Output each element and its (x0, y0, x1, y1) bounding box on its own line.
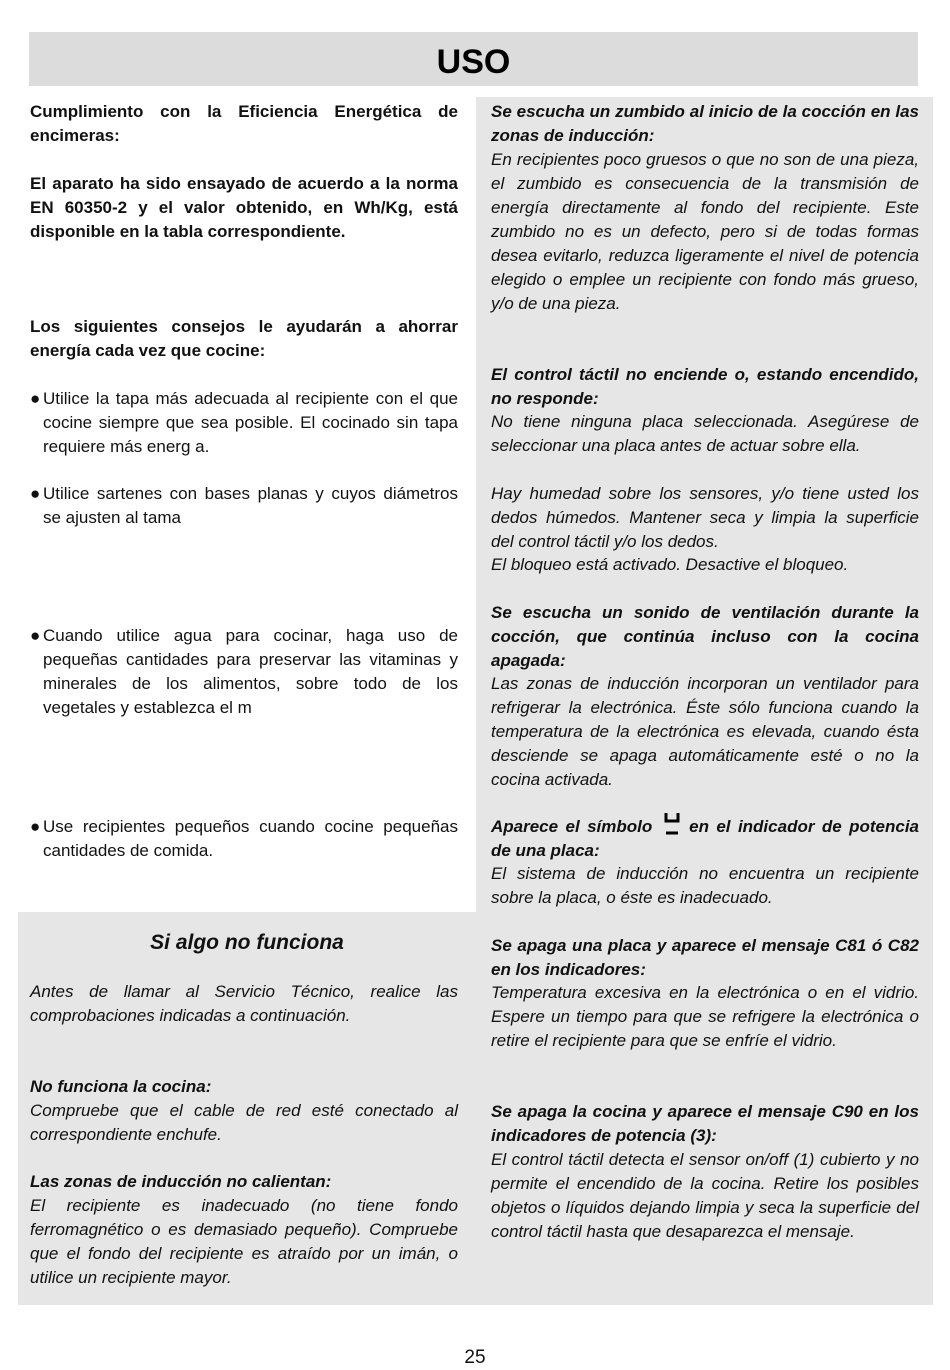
problem-solution: El recipiente es inadecuado (no tiene fondo ferromagnético o es demasiado pequeño). Compruebe que el fondo del recipiente es atraído por un imán, o utilice un recipiente mayor. (30, 1196, 458, 1287)
troubleshooting-title: Si algo no funciona (150, 931, 344, 954)
tip-item (30, 624, 458, 720)
bullet-icon: ● (30, 484, 41, 503)
problem-solution: Compruebe que el cable de red esté conectado al correspondiente enchufe. (30, 1101, 458, 1144)
heading-part: Aparece el símbolo (491, 817, 653, 836)
problem-solution: En recipientes poco gruesos o que no son de una pieza, el zumbido es consecuencia de la transmisión de energía directamente al fondo del recipiente. Este zumbido no es un defecto, pero si de todas formas desea evitarlo, reduzca ligeramente el nivel de potencia elegido o emplee un recipiente con fondo más grueso, y/o de una pieza. (491, 150, 919, 313)
troubleshooting-intro: Antes de llamar al Servicio Técnico, realice las comprobaciones indicadas a continuación. (30, 982, 458, 1025)
efficiency-heading: Cumplimiento con la Eficiencia Energética de encimeras: (30, 102, 458, 145)
problem-heading: No funciona la cocina: (30, 1077, 212, 1096)
bullet-icon: ● (30, 817, 41, 836)
problem-heading: Se apaga una placa y aparece el mensaje C81 ó C82 en los indicadores: (491, 936, 919, 979)
pan-detection-symbol-icon (660, 815, 682, 839)
page-number: 25 (464, 1347, 486, 1368)
problem-solution: Temperatura excesiva en la electrónica o en el vidrio. Espere un tiempo para que se refrigere la electrónica o retire el recipiente para que se enfríe el vidrio. (491, 983, 919, 1050)
problem-heading: Las zonas de inducción no calientan: (30, 1172, 332, 1191)
problem-heading: El control táctil no enciende o, estando encendido, no responde: (491, 365, 919, 408)
tip-item (30, 482, 458, 530)
bullet-icon: ● (30, 389, 41, 408)
efficiency-text: El aparato ha sido ensayado de acuerdo a la norma EN 60350-2 y el valor obtenido, en Wh/Kg, está disponible en la tabla correspondiente. (30, 174, 458, 241)
problem-solution: Hay humedad sobre los sensores, y/o tiene usted los dedos húmedos. Mantener seca y limpia la superficie del control táctil y/o los dedos. (491, 484, 919, 551)
problem-solution: El control táctil detecta el sensor on/off (1) cubierto y no permite el encendido de la cocina. Retire los posibles objetos o líquidos dejando limpia y seca la superficie del control táctil hasta que desaparezca el mensaje. (491, 1150, 919, 1241)
problem-heading: Se escucha un sonido de ventilación durante la cocción, que continúa incluso con la cocina apagada: (491, 603, 919, 670)
heading-part: en el indicador de potencia de una placa: (491, 817, 920, 860)
problem-heading: Se escucha un zumbido al inicio de la cocción en las zonas de inducción: (491, 102, 919, 145)
tip-text: Cuando utilice agua para cocinar, haga uso de pequeñas cantidades para preservar las vitaminas y minerales de los alimentos, sobre todo de los vegetales y establezca el m (43, 626, 458, 717)
problem-heading (491, 815, 919, 863)
problem-solution: El sistema de inducción no encuentra un recipiente sobre la placa, o éste es inadecuado. (491, 864, 919, 907)
tips-heading: Los siguientes consejos le ayudarán a ahorrar energía cada vez que cocine: (30, 317, 458, 360)
tip-item (30, 387, 458, 459)
tip-text: Utilice la tapa más adecuada al recipiente con el que cocine siempre que sea posible. El cocinado sin tapa requiere más energ a. (43, 389, 458, 456)
problem-solution: No tiene ninguna placa seleccionada. Asegúrese de seleccionar una placa antes de actuar sobre ella. (491, 412, 919, 455)
tip-item (30, 815, 458, 863)
problem-solution: Las zonas de inducción incorporan un ventilador para refrigerar la electrónica. Éste sólo funciona cuando la temperatura de la electrónica es elevada, cuando ésta desciende se apaga automáticamente esté o no la cocina activada. (491, 674, 919, 789)
problem-solution: El bloqueo está activado. Desactive el bloqueo. (491, 555, 849, 574)
problem-heading: Se apaga la cocina y aparece el mensaje C90 en los indicadores de potencia (3): (491, 1102, 919, 1145)
tip-text: Use recipientes pequeños cuando cocine pequeñas cantidades de comida. (43, 817, 458, 860)
page-title: USO (436, 43, 511, 81)
tip-text: Utilice sartenes con bases planas y cuyos diámetros se ajusten al tama (43, 484, 458, 527)
bullet-icon: ● (30, 626, 41, 645)
title-bar (29, 32, 918, 86)
